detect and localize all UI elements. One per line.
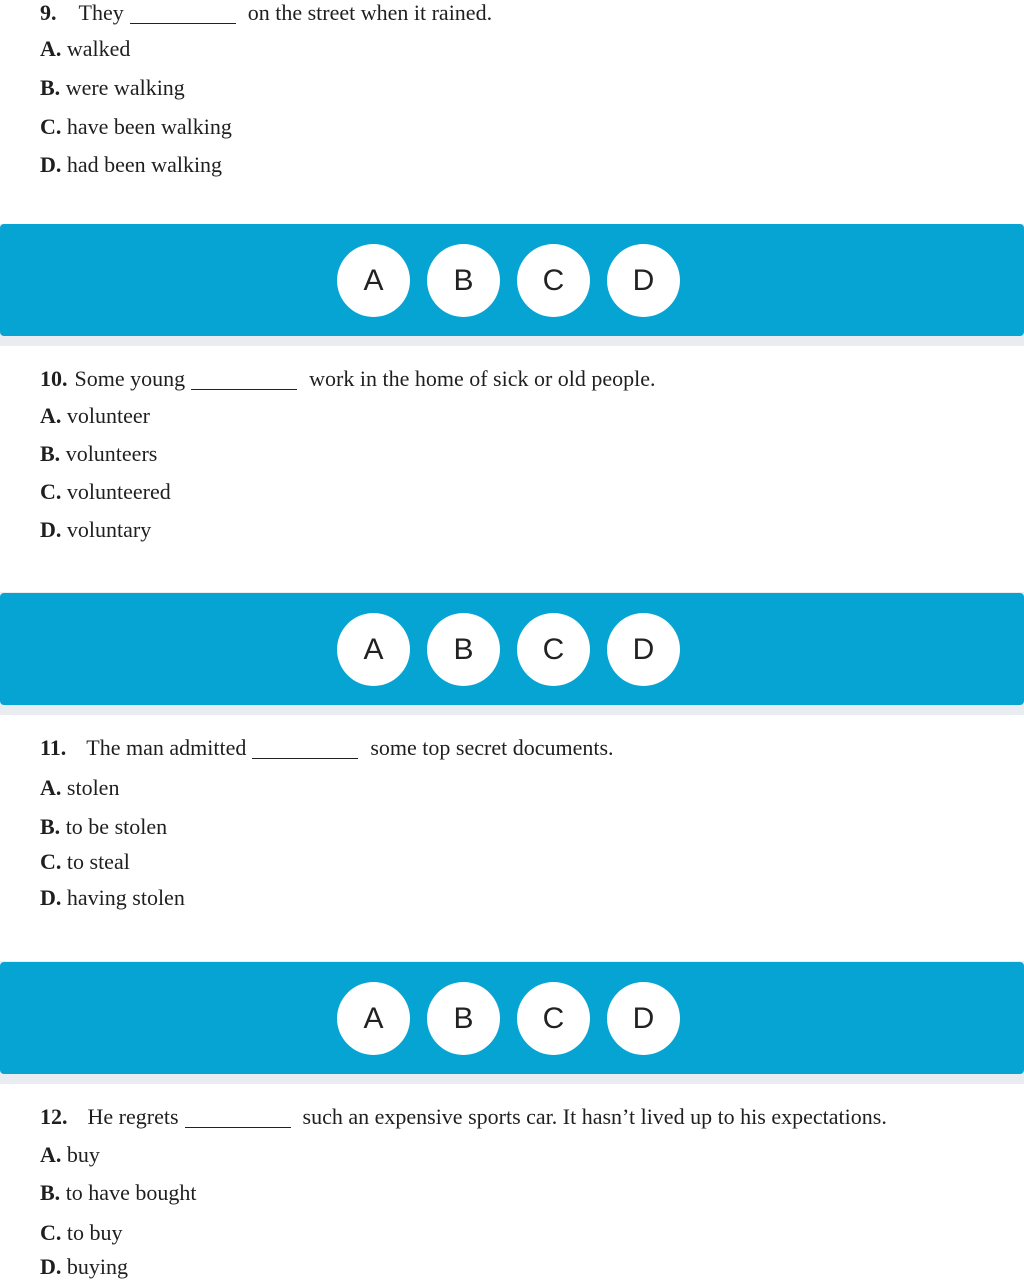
option-letter: A.	[40, 775, 62, 800]
question-card-9	[0, 0, 1024, 224]
option-a	[40, 36, 130, 62]
option-d	[40, 152, 222, 178]
answer-c-button[interactable]: C	[517, 244, 590, 317]
question-text-after: such an expensive sports car. It hasn’t lived up to his expectations.	[302, 1104, 887, 1129]
option-letter: B.	[40, 1180, 61, 1205]
option-text: to buy	[66, 1220, 123, 1245]
option-text: having stolen	[66, 885, 185, 910]
option-letter: B.	[40, 814, 61, 839]
option-text: walked	[66, 36, 131, 61]
question-line	[40, 366, 656, 392]
question-text-before: Some young	[74, 366, 186, 391]
question-text-before: The man admitted	[86, 735, 247, 760]
option-text: buy	[66, 1142, 100, 1167]
option-d	[40, 885, 185, 911]
question-line	[40, 1104, 887, 1130]
option-letter: D.	[40, 885, 62, 910]
question-text-before: He regrets	[87, 1104, 179, 1129]
option-text: to be stolen	[65, 814, 168, 839]
option-letter: D.	[40, 1254, 62, 1279]
option-c	[40, 114, 232, 140]
question-number: 12.	[40, 1104, 68, 1129]
answer-blank	[191, 372, 297, 390]
option-c	[40, 849, 130, 875]
answer-button-group	[337, 244, 680, 317]
option-letter: C.	[40, 849, 62, 874]
question-number: 11.	[40, 735, 67, 760]
question-text-after: some top secret documents.	[370, 735, 614, 760]
option-letter: C.	[40, 479, 62, 504]
answer-d-button[interactable]: D	[607, 982, 680, 1055]
option-text: to steal	[66, 849, 130, 874]
answer-d-button[interactable]: D	[607, 613, 680, 686]
answer-blank	[130, 6, 236, 24]
question-card-10	[0, 346, 1024, 592]
answer-c-button[interactable]: C	[517, 613, 590, 686]
option-letter: B.	[40, 441, 61, 466]
option-letter: A.	[40, 1142, 62, 1167]
question-card-12	[0, 1084, 1024, 1280]
answer-bar-11	[0, 962, 1024, 1074]
option-b	[40, 441, 157, 467]
option-text: voluntary	[66, 517, 152, 542]
option-text: buying	[66, 1254, 129, 1279]
question-text-after: work in the home of sick or old people.	[309, 366, 656, 391]
option-a	[40, 403, 150, 429]
question-line	[40, 0, 492, 26]
option-letter: D.	[40, 152, 62, 177]
option-letter: C.	[40, 1220, 62, 1245]
answer-d-button[interactable]: D	[607, 244, 680, 317]
answer-button-group	[337, 982, 680, 1055]
option-letter: C.	[40, 114, 62, 139]
answer-a-button[interactable]: A	[337, 613, 410, 686]
answer-b-button[interactable]: B	[427, 613, 500, 686]
answer-blank	[252, 741, 358, 759]
question-number: 10.	[40, 366, 68, 391]
answer-b-button[interactable]: B	[427, 244, 500, 317]
option-b	[40, 75, 185, 101]
option-text: were walking	[65, 75, 185, 100]
question-number: 9.	[40, 0, 57, 25]
option-d	[40, 517, 151, 543]
option-letter: D.	[40, 517, 62, 542]
option-a	[40, 1142, 100, 1168]
question-text-after: on the street when it rained.	[247, 0, 493, 25]
question-line	[40, 735, 614, 761]
option-letter: A.	[40, 36, 62, 61]
option-a	[40, 775, 119, 801]
option-letter: B.	[40, 75, 61, 100]
answer-bar-9	[0, 224, 1024, 336]
option-c	[40, 1220, 123, 1246]
option-text: had been walking	[66, 152, 223, 177]
option-b	[40, 1180, 196, 1206]
answer-b-button[interactable]: B	[427, 982, 500, 1055]
option-c	[40, 479, 171, 505]
answer-a-button[interactable]: A	[337, 244, 410, 317]
question-text-before: They	[78, 0, 124, 25]
option-b	[40, 814, 167, 840]
option-letter: A.	[40, 403, 62, 428]
option-text: volunteered	[66, 479, 171, 504]
option-text: volunteers	[65, 441, 158, 466]
option-text: to have bought	[65, 1180, 197, 1205]
option-text: volunteer	[66, 403, 150, 428]
answer-bar-10	[0, 593, 1024, 705]
answer-c-button[interactable]: C	[517, 982, 590, 1055]
option-d	[40, 1254, 128, 1280]
option-text: have been walking	[66, 114, 232, 139]
answer-blank	[185, 1110, 291, 1128]
answer-a-button[interactable]: A	[337, 982, 410, 1055]
option-text: stolen	[66, 775, 120, 800]
answer-button-group	[337, 613, 680, 686]
question-card-11	[0, 715, 1024, 961]
